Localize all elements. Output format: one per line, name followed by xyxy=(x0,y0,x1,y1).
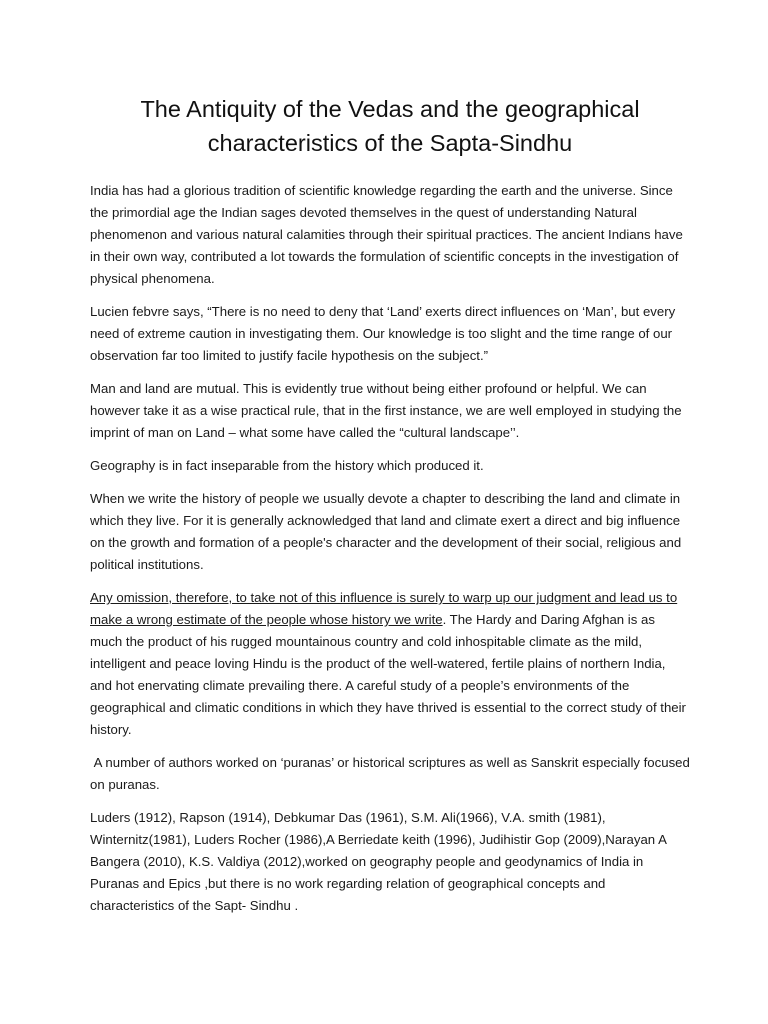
document-page xyxy=(90,92,694,928)
paragraph-6-rest: . The Hardy and Daring Afghan is as much the product of his rugged mountainous country and cold inhospitable climate as the mild, intelligent and peace loving Hindu is the product of the well-watered, fertile plains of northern India, and hot enervating climate prevailing there. A careful study of a people’s environments of the geographical and climatic conditions in which they have thrived is essential to the correct study of their history. xyxy=(90,612,686,737)
title-line-2: characteristics of the Sapta-Sindhu xyxy=(207,130,573,156)
paragraph-5: When we write the history of people we usually devote a chapter to describing the land and climate in which they live. For it is generally acknowledged that land and climate exert a direct and big influence on the growth and formation of a people's character and the development of their social, religious and political institutions. xyxy=(90,491,682,572)
title-line-1: The Antiquity of the Vedas and the geographical xyxy=(140,96,640,122)
paragraph-8-references: Luders (1912), Rapson (1914), Debkumar Das (1961), S.M. Ali(1966), V.A. smith (1981), Winternitz(1981), Luders Rocher (1986),A Berriedate keith (1996), Judihistir Gop (2009),Narayan A Bangera (2010), K.S. Valdiya (2012),worked on geography people and geodynamics of India in Puranas and Epics ,but there is no work regarding relation of geographical concepts and characteristics of the Sapt- Sindhu . xyxy=(90,810,667,913)
paragraph-2-quote: Lucien febvre says, “There is no need to deny that ‘Land’ exerts direct influences on ‘Man’, but every need of extreme caution in investigating them. Our knowledge is too slight and the time range of our observation far too limited to justify facile hypothesis on the subject.” xyxy=(90,304,676,363)
paragraph-3: Man and land are mutual. This is evidently true without being either profound or helpful. We can however take it as a wise practical rule, that in the first instance, we are well employed in studying the imprint of man on Land – what some have called the “cultural landscape’’. xyxy=(90,381,682,440)
paragraph-4: Geography is in fact inseparable from the history which produced it. xyxy=(90,458,484,473)
underlined-sentence: Any omission, therefore, to take not of this influence is surely to warp up our judgment and lead us to make a wrong estimate of the people whose history we write xyxy=(90,590,678,627)
paragraph-7: A number of authors worked on ‘puranas’ or historical scriptures as well as Sanskrit especially focused on puranas. xyxy=(90,755,694,792)
paragraph-1: India has had a glorious tradition of scientific knowledge regarding the earth and the universe. Since the primordial age the Indian sages devoted themselves in the quest of understanding Natural phenomenon and various natural calamities through their spiritual practices. The ancient Indians have in their own way, contributed a lot towards the formulation of scientific concepts in the investigation of physical phenomena. xyxy=(90,183,683,286)
document-title xyxy=(70,92,710,160)
paragraph-6 xyxy=(90,587,690,741)
